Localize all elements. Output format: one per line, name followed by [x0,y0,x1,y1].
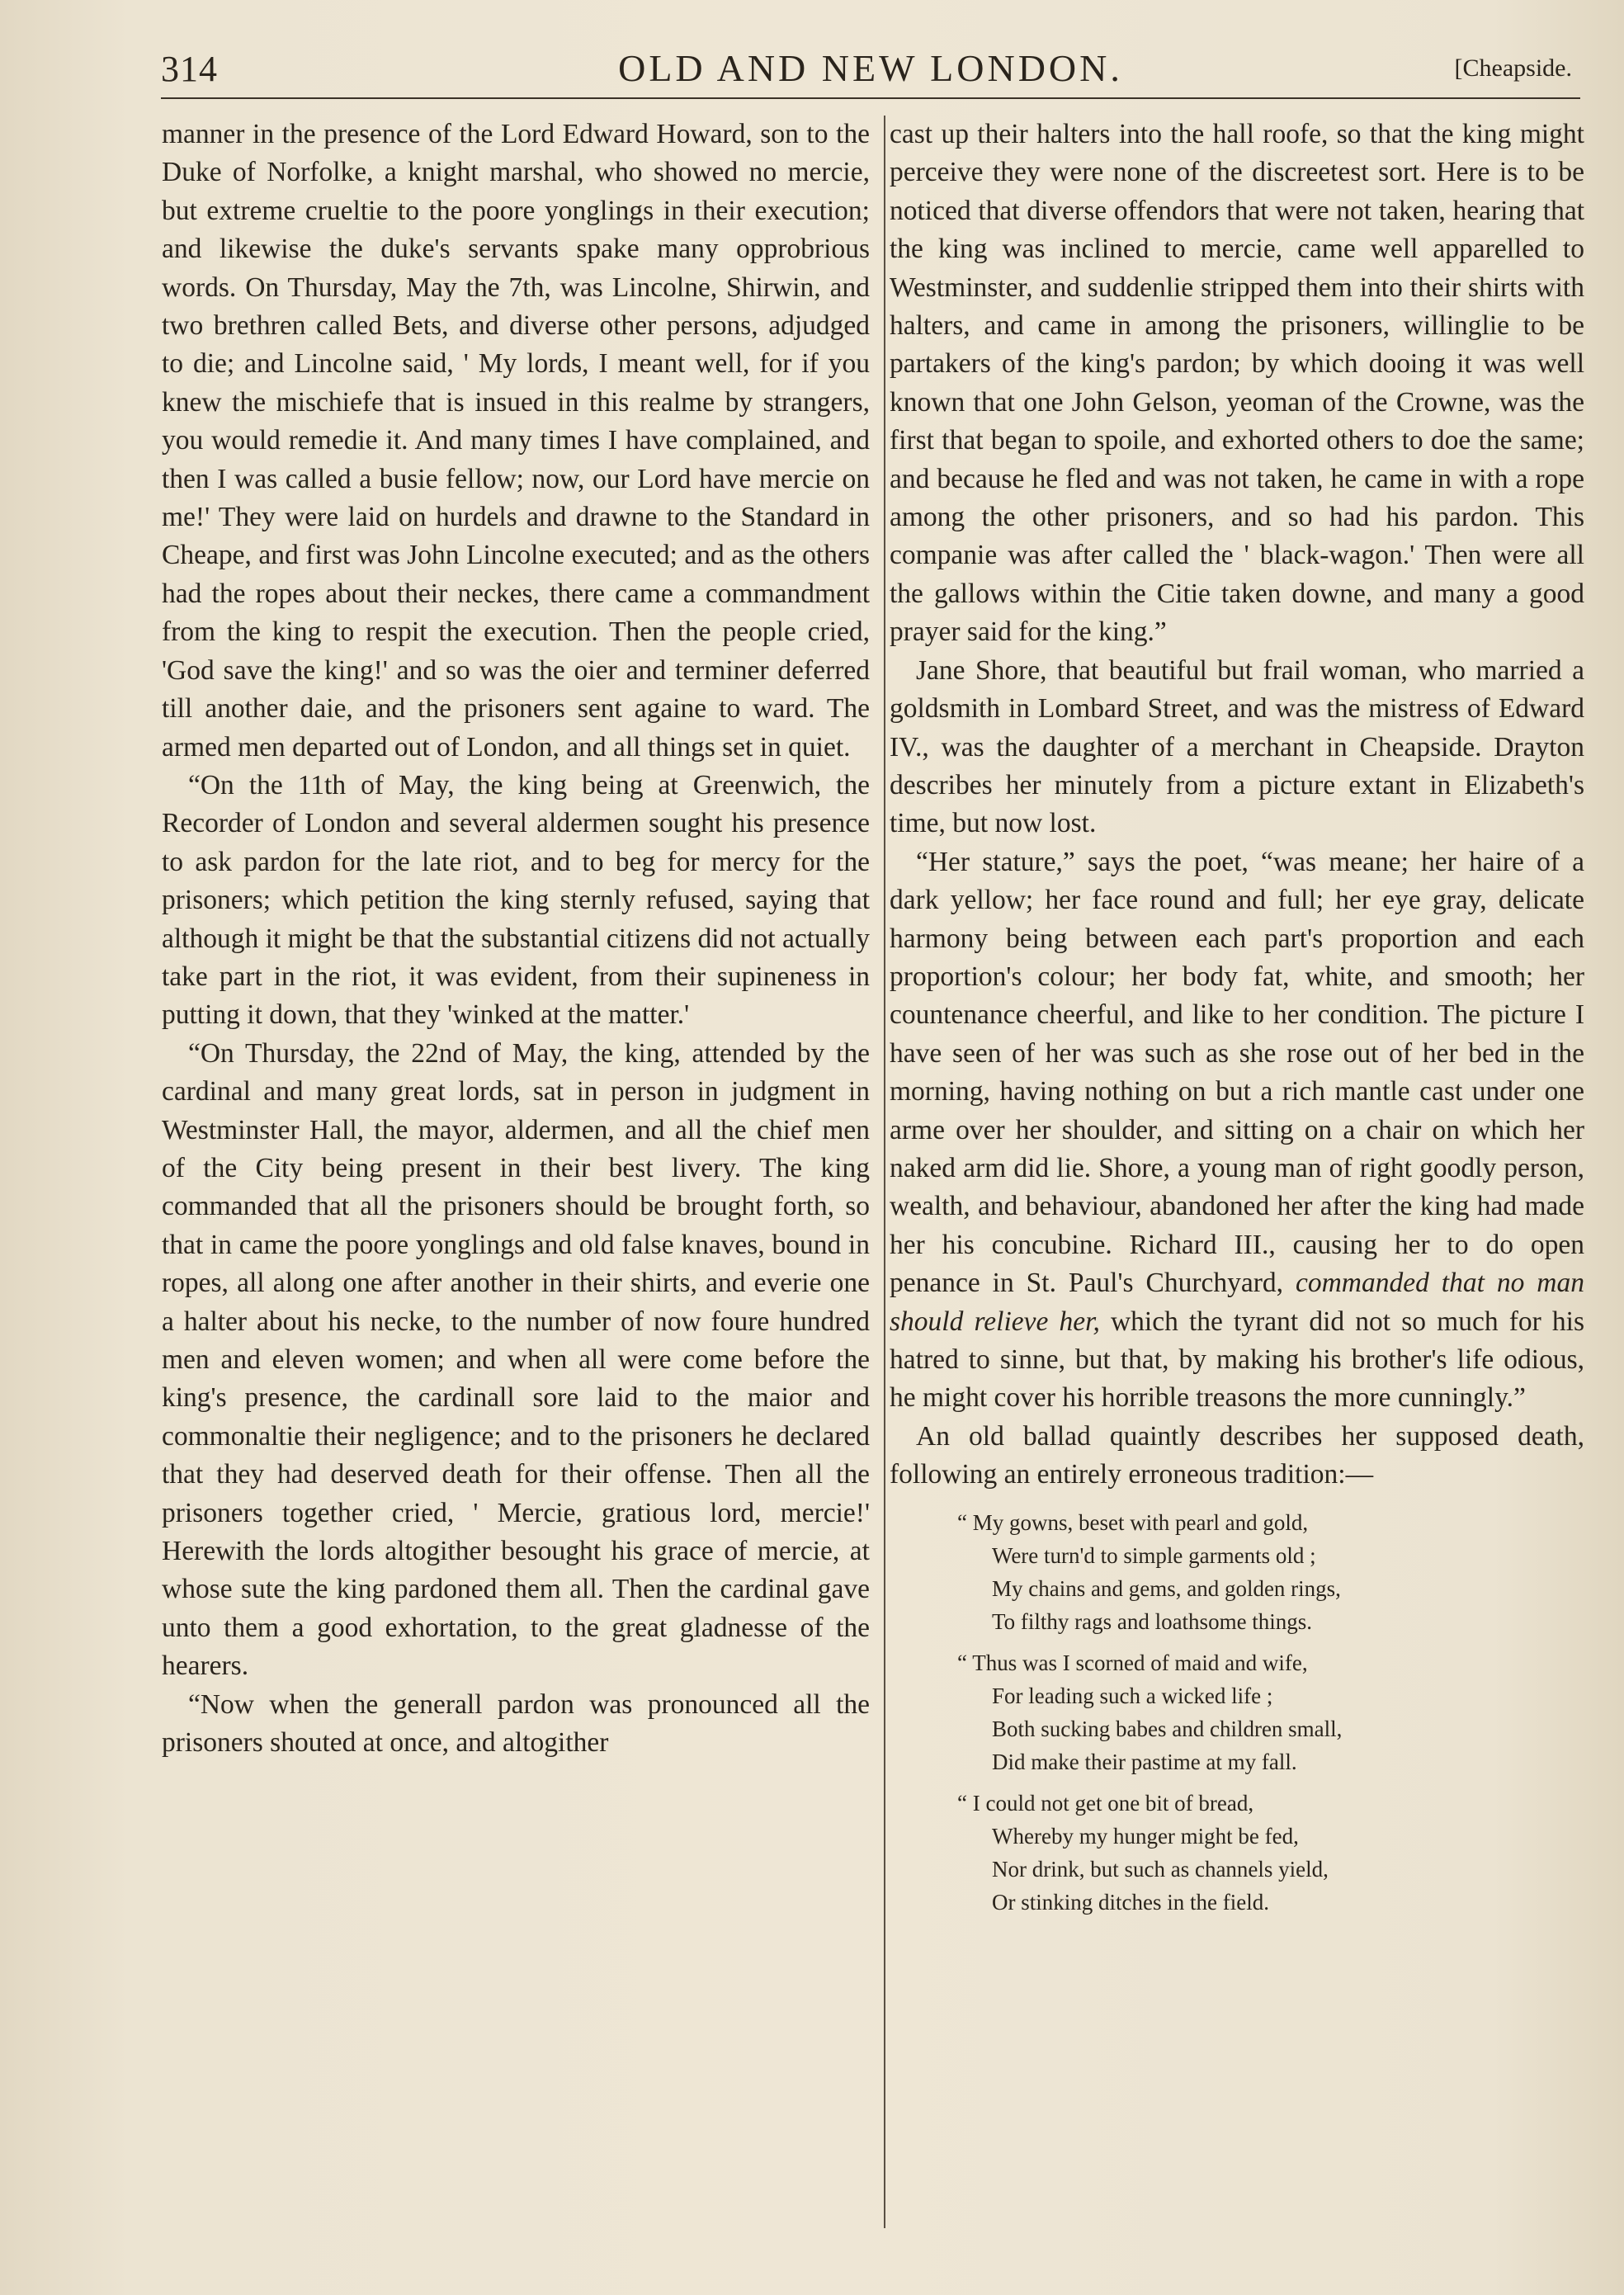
paragraph: manner in the presence of the Lord Edward Howard, son to the Duke of Norfolke, a knight marshal, who showed no mercie, but extreme crueltie to the poore yonglings in their execution; and likewise the duke's servants spake many opprobrious words. On Thursday, May the 7th, was Lincolne, Shirwin, and two brethren called Bets, and diverse other persons, adjudged to die; and Lincolne said, ' My lords, I meant well, for if you knew the mischiefe that is insued in this realme by strangers, you would remedie it. And many times I have complained, and then I was called a busie fellow; now, our Lord have mercie on me!' They were laid on hurdels and drawne to the Standard in Cheape, and first was John Lincolne executed; and as the others had the ropes about their neckes, there came a commandment from the king to respit the execution. Then the people cried, 'God save the king!' and so was the oier and terminer deferred till another daie, and the prisoners sent againe to ward. The armed men departed out of London, and all things set in quiet. [162,119,870,763]
stanza [957,1646,1584,1778]
right-column [890,116,1584,1927]
paragraph: An old ballad quaintly describes her supposed death, following an entirely erroneous tradition:— [890,1420,1584,1490]
paragraph: Jane Shore, that beautiful but frail woman, who married a goldsmith in Lombard Street, and was the mistress of Edward IV., was the daughter of a merchant in Cheapside. Drayton describes her minutely from a picture extant in Elizabeth's time, but now lost. [890,654,1584,839]
verse-line: “ I could not get one bit of bread, [957,1790,1254,1816]
italic-quote: commanded that no man should relieve her, [890,1268,1585,1337]
stanza [957,1787,1584,1919]
verse-line: “ Thus was I scorned of maid and wife, [957,1650,1308,1675]
column-divider [884,116,885,2228]
paragraph [890,843,1584,1418]
paragraph: “Now when the generall pardon was pronounced all the prisoners shouted at once, and altogither [162,1688,870,1759]
verse-line: For leading such a wicked life ; [992,1683,1273,1708]
verse-line: Were turn'd to simple garments old ; [992,1542,1316,1568]
page-number: 314 [161,49,218,89]
verse-line: Nor drink, but such as channels yield, [992,1856,1329,1882]
left-column [162,116,870,1762]
header-rule [161,97,1580,99]
section-label: [Cheapside. [1454,54,1572,82]
verse-line: Did make their pastime at my fall. [992,1749,1297,1774]
verse-line: Or stinking ditches in the field. [992,1889,1269,1915]
paragraph: “On the 11th of May, the king being at Greenwich, the Recorder of London and several aldermen sought his presence to ask pardon for the late riot, and to beg for mercy for the prisoners; which petition the king sternly refused, saying that although it might be that the substantial citizens did not actually take part in the riot, it was evident, from their supineness in putting it down, that they 'winked at the matter.' [162,769,870,1031]
paragraph: “On Thursday, the 22nd of May, the king, attended by the cardinal and many great lords, sat in person in judgment in Westminster Hall, the mayor, aldermen, and all the chief men of the City being present in their best livery. The king commanded that all the prisoners should be brought forth, so that in came the poore yonglings and old false knaves, bound in ropes, all along one after another in their shirts, and everie one a halter about his necke, to the number of now foure hundred men and eleven women; and when all were come before the king's presence, the cardinall sore laid to the maior and commonaltie their negligence; and to the prisoners he declared that they had deserved death for their offense. Then all the prisoners together cried, ' Mercie, gratious lord, mercie!' Herewith the lords altogither besought his grace of mercie, at whose sute the king pardoned them all. Then the cardinal gave unto them a good exhortation, to the great gladnesse of the hearers. [162,1037,870,1682]
verse-line: Whereby my hunger might be fed, [992,1823,1299,1849]
paragraph-text: which the tyrant did not so much for his hatred to sinne, but that, by making his brother's life odious, he might cover his horrible treasons the more cunningly.” [890,1306,1585,1414]
verse-line: “ My gowns, beset with pearl and gold, [957,1509,1309,1535]
paragraph: cast up their halters into the hall roofe, so that the king might perceive they were none of the discreetest sort. Here is to be noticed that diverse offendors that were not taken, hearing that the king was inclined to mercie, came well apparelled to Westminster, and suddenlie stripped them into their shirts with halters, and came in among the prisoners, willinglie to be partakers of the king's pardon; by which dooing it was well known that one John Gelson, yeoman of the Crowne, was the first that began to spoile, and exhorted others to doe the same; and because he fled and was not taken, he came in with a rope among the other prisoners, and so had his pardon. This companie was after called the ' black-wagon.' Then were all the gallows within the Citie taken downe, and many a good prayer said for the king.” [890,119,1584,648]
verse-line: To filthy rags and loathsome things. [992,1608,1313,1634]
running-title: OLD AND NEW LONDON. [618,47,1123,89]
ballad-verse [957,1506,1584,1919]
page-header [161,36,1580,94]
paragraph-text: “Her stature,” says the poet, “was meane; her haire of a dark yellow; her face round and full; her eye gray, delicate harmony being between each part's proportion and each proportion's colour; her body fat, white, and smooth; her countenance cheerful, and like to her condition. The picture I have seen of her was such as she rose out of her bed in the morning, having nothing on but a rich mantle cast under one arme over her shoulder, and sitting on a chair on which her naked arm did lie. Shore, a young man of right goodly person, wealth, and behaviour, abandoned her after the king had made her his concubine. Richard III., causing her to do open penance in St. Paul's Churchyard, [890,846,1584,1299]
verse-line: My chains and gems, and golden rings, [992,1575,1341,1601]
stanza [957,1506,1584,1638]
verse-line: Both sucking babes and children small, [992,1716,1343,1741]
